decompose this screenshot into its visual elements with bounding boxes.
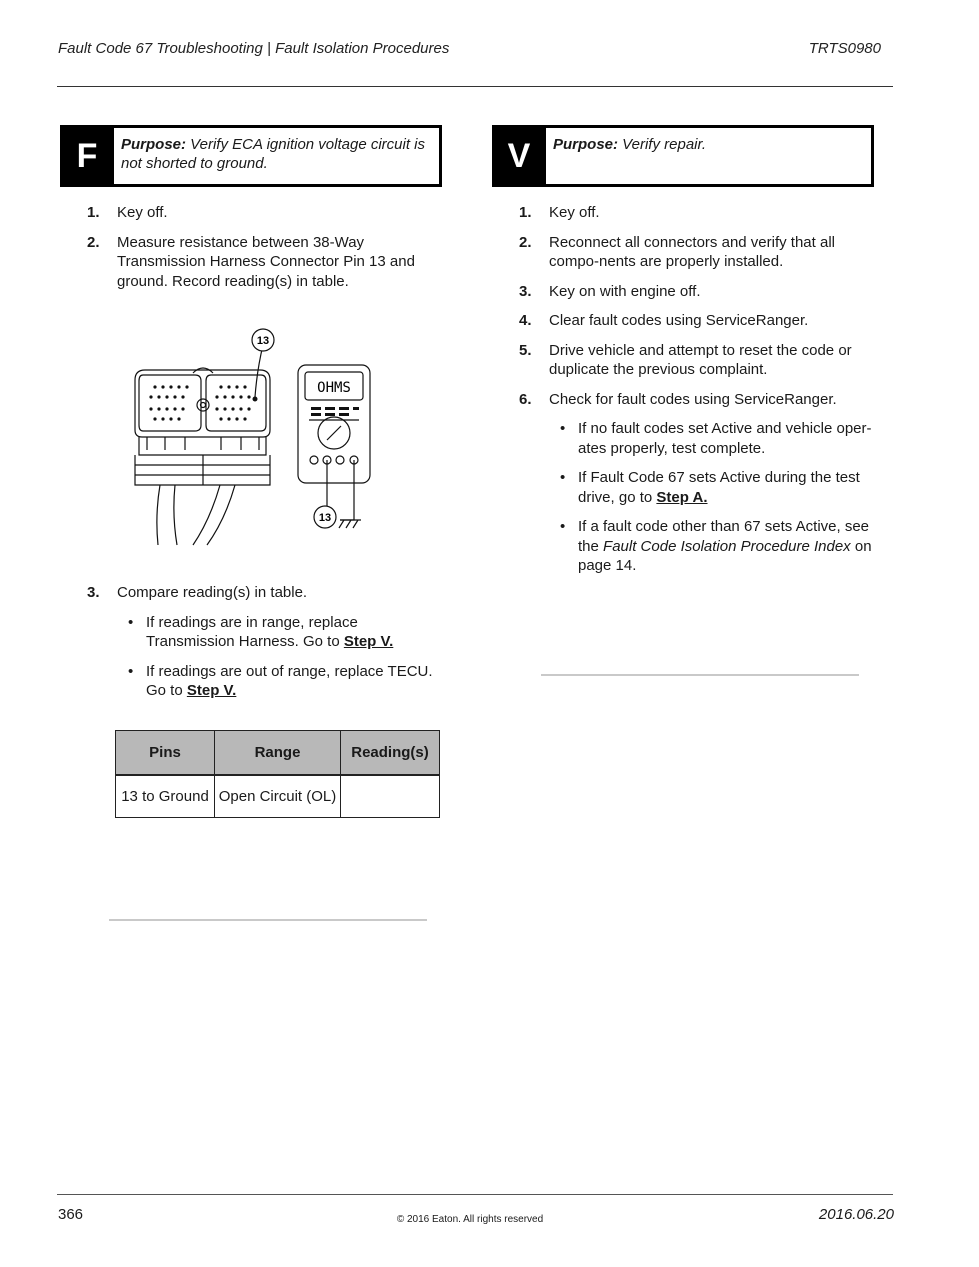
purpose-description: Verify repair. bbox=[618, 136, 707, 153]
step-text: Compare reading(s) in table. bbox=[117, 584, 308, 601]
header-title: Fault Code 67 Troubleshooting | Fault Isolation Procedures bbox=[58, 40, 450, 57]
section-end-rule-right bbox=[541, 674, 859, 676]
list-item bbox=[87, 203, 442, 223]
page-number: 366 bbox=[58, 1206, 84, 1223]
table-cell: 13 to Ground bbox=[116, 775, 215, 818]
step-number: 2. bbox=[519, 233, 532, 251]
step-number: 3. bbox=[519, 282, 532, 300]
purpose-label: Purpose: bbox=[553, 136, 619, 153]
copyright: © 2016 Eaton. All rights reserved bbox=[396, 1214, 544, 1225]
table-row bbox=[116, 775, 440, 818]
bullet-text: on page 14. bbox=[578, 537, 872, 574]
bullet-text: If readings are in range, replace Transmission Harness. Go to bbox=[146, 613, 358, 650]
table-cell: Open Circuit (OL) bbox=[215, 775, 341, 818]
list-item: • If readings are in range, replace Transmission Harness. Go to Step V. bbox=[128, 613, 394, 650]
revision-date: 2016.06.20 bbox=[818, 1206, 894, 1223]
column-header-range: Range bbox=[215, 731, 341, 776]
bullet-text: If no fault codes set Active and vehicle oper-ates properly, test complete. bbox=[578, 420, 872, 457]
connector-multimeter-figure bbox=[125, 325, 375, 550]
step-letter-v: V bbox=[507, 136, 531, 175]
pin-callout-bottom: 13 bbox=[318, 512, 332, 524]
step-text: Measure resistance between 38-Way Transmission Harness Connector Pin 13 and ground. Record reading(s) in table. bbox=[117, 233, 415, 290]
step-text: Key off. bbox=[117, 204, 168, 221]
column-header-readings: Reading(s) bbox=[341, 731, 440, 776]
step-text: Check for fault codes using ServiceRanger. bbox=[549, 390, 837, 408]
list-item: • If no fault codes set Active and vehicle oper-ates properly, test complete. bbox=[549, 419, 874, 458]
meter-display-text: OHMS bbox=[317, 380, 351, 396]
header-doc-number: TRTS0980 bbox=[808, 40, 881, 57]
purpose-box-f bbox=[60, 125, 442, 187]
step-text: Key on with engine off. bbox=[549, 282, 701, 300]
step-letter-f: F bbox=[76, 136, 98, 175]
step-text: Key off. bbox=[549, 204, 600, 221]
step-list-f bbox=[87, 203, 442, 301]
step-number: 6. bbox=[519, 390, 532, 408]
step-a-link[interactable]: Step A. bbox=[656, 488, 708, 506]
bullet-text: If a fault code other than 67 sets Active, see the bbox=[578, 518, 870, 555]
bullet-text: If Fault Code 67 sets Active during the test drive, go to bbox=[578, 469, 860, 506]
purpose-label: Purpose: bbox=[121, 136, 187, 153]
step-number: 3. bbox=[87, 584, 100, 601]
purpose-description: Verify ECA ignition voltage circuit is not shorted to ground. bbox=[121, 136, 425, 172]
list-item bbox=[519, 311, 874, 331]
footer-rule bbox=[57, 1194, 893, 1195]
pin-callout-top: 13 bbox=[256, 335, 270, 347]
purpose-box-v bbox=[492, 125, 874, 187]
list-item bbox=[87, 583, 442, 701]
list-item: • If readings are out of range, replace TECU. Go to Step V. bbox=[128, 662, 433, 699]
step-number: 5. bbox=[519, 341, 532, 359]
index-reference: Fault Code Isolation Procedure Index bbox=[603, 537, 851, 555]
step-text: Drive vehicle and attempt to reset the code or duplicate the previous complaint. bbox=[549, 341, 852, 378]
bullet-text: If readings are out of range, replace TECU. Go to bbox=[146, 662, 433, 699]
list-item bbox=[519, 390, 874, 576]
table-header-row bbox=[116, 731, 440, 776]
step-3-f bbox=[87, 583, 442, 701]
step-number: 2. bbox=[87, 233, 100, 251]
readings-table bbox=[115, 730, 440, 818]
step-number: 1. bbox=[519, 204, 532, 221]
purpose-text-f bbox=[114, 128, 439, 184]
list-item bbox=[87, 233, 442, 292]
step-text: Reconnect all connectors and verify that all compo-nents are properly installed. bbox=[549, 233, 835, 270]
list-item: • If a fault code other than 67 sets Active, see the Fault Code Isolation Procedure Index on page 14. bbox=[560, 518, 872, 574]
list-item bbox=[519, 282, 874, 302]
list-item bbox=[519, 233, 874, 272]
step-number: 4. bbox=[519, 312, 532, 329]
list-item bbox=[519, 341, 874, 380]
step-list-v bbox=[519, 203, 874, 586]
purpose-text-v bbox=[546, 128, 871, 184]
column-header-pins: Pins bbox=[116, 731, 215, 776]
list-item bbox=[519, 203, 874, 223]
step-number: 1. bbox=[87, 204, 100, 221]
step-text: Clear fault codes using ServiceRanger. bbox=[549, 312, 809, 329]
header-rule bbox=[57, 86, 893, 87]
reading-entry-cell[interactable] bbox=[341, 775, 440, 818]
step-v-link[interactable]: Step V. bbox=[343, 633, 394, 650]
list-item: • If Fault Code 67 sets Active during the test drive, go to Step A. bbox=[560, 469, 860, 506]
section-end-rule-left bbox=[109, 919, 427, 921]
step-v-link[interactable]: Step V. bbox=[186, 682, 237, 699]
